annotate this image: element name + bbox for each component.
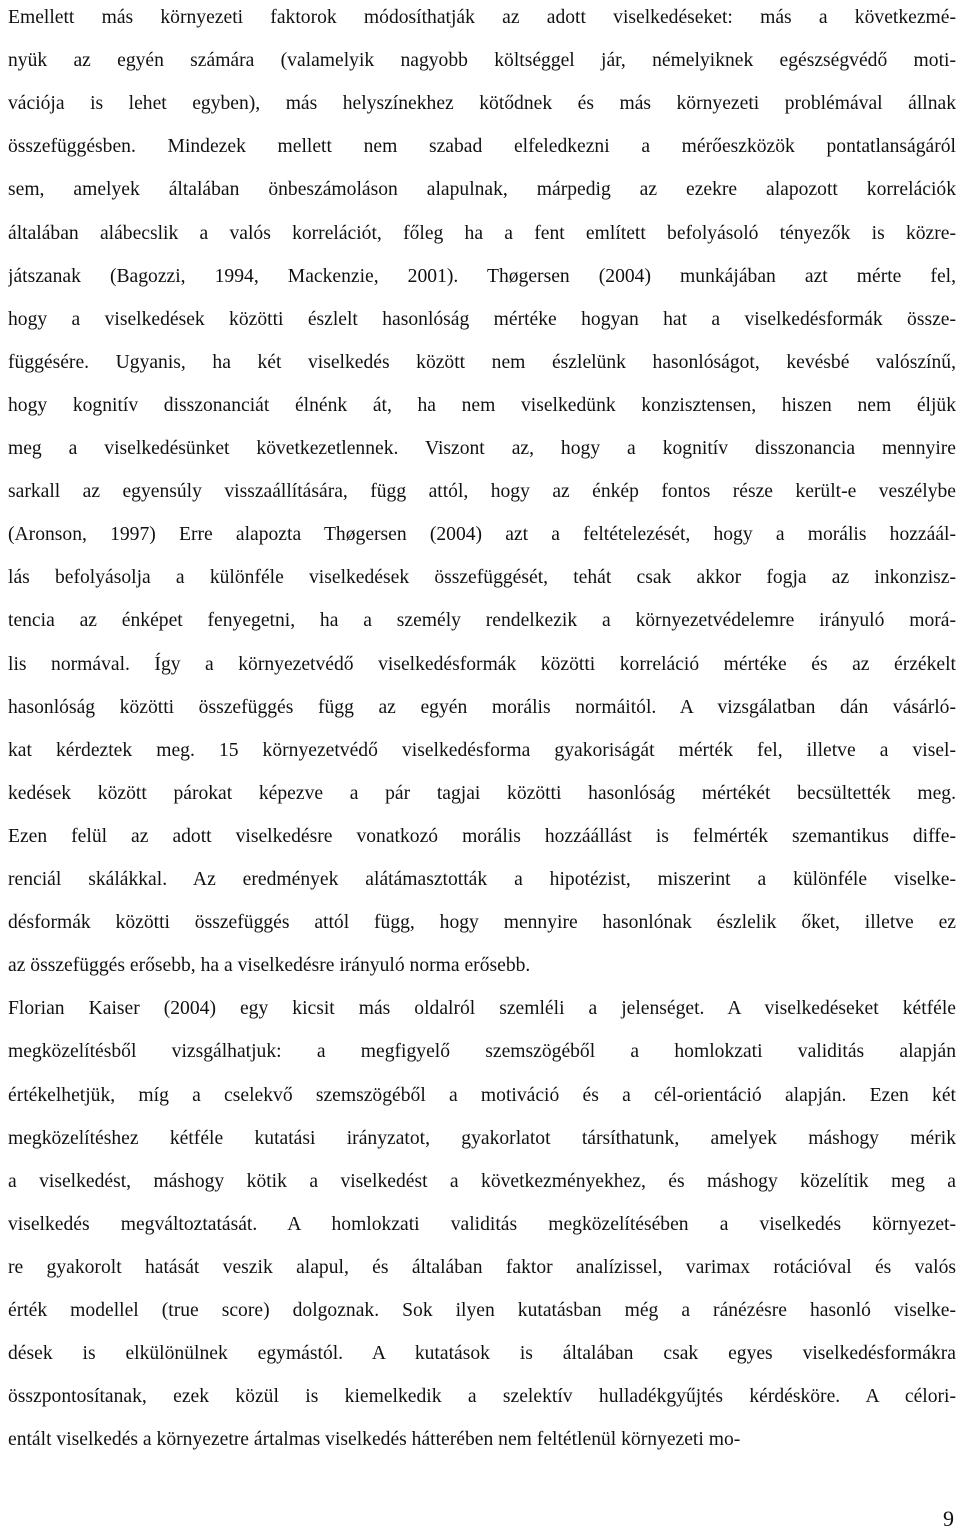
text-line: hasonlóság közötti összefüggés függ az egyén morális normáitól. A vizsgálatban dán vásárló- <box>8 696 956 718</box>
text-line: (Aronson, 1997) Erre alapozta Thøgersen (2004) azt a feltételezését, hogy a morális hozzáál- <box>8 524 956 546</box>
text-line: érték modellel (true score) dolgoznak. Sok ilyen kutatásban még a ránézésre hasonló viselke- <box>8 1300 956 1321</box>
text-line: sarkall az egyensúly visszaállítására, függ attól, hogy az énkép fontos része került-e veszélybe <box>8 481 956 503</box>
text-line: kat kérdeztek meg. 15 környezetvédő viselkedésforma gyakoriságát mérték fel, illetve a visel- <box>8 739 956 761</box>
text-line: általában alábecslik a valós korrelációt, főleg ha a fent említett befolyásoló tényezők is közre- <box>8 222 956 244</box>
text-line: entált viselkedés a környezetre ártalmas viselkedés hátterében nem feltétlenül környezeti mo- <box>8 1429 741 1451</box>
text-line: összefüggésben. Mindezek mellett nem szabad elfeledkezni a mérőeszközök pontatlanságáról <box>8 136 956 158</box>
text-line: lis normával. Így a környezetvédő viselkedésformák közötti korreláció mértéke és az érzékelt <box>8 653 956 675</box>
text-line: hogy kognitív disszonanciát élnénk át, ha nem viselkedünk konzisztensen, hiszen nem éljük <box>8 394 956 416</box>
text-line: désformák közötti összefüggés attól függ, hogy mennyire hasonlónak észlelik őket, illetve ez <box>8 912 956 934</box>
text-line: megközelítéshez kétféle kutatási irányzatot, gyakorlatot társíthatunk, amelyek máshogy mérik <box>8 1127 956 1149</box>
text-line: tencia az énképet fenyegetni, ha a személy rendelkezik a környezetvédelemre irányuló morá- <box>8 610 956 632</box>
text-line: dések is elkülönülnek egymástól. A kutatások is általában csak egyes viselkedésformákra <box>8 1343 956 1365</box>
text-line: re gyakorolt hatását veszik alapul, és általában faktor analízissel, varimax rotációval és valós <box>8 1256 956 1278</box>
text-line: értékelhetjük, míg a cselekvő szemszögéből a motiváció és a cél-orientáció alapján. Ezen két <box>8 1084 956 1106</box>
text-line: lás befolyásolja a különféle viselkedések összefüggését, tehát csak akkor fogja az inkonzisz- <box>8 567 956 589</box>
text-line: függésére. Ugyanis, ha két viselkedés között nem észlelünk hasonlóságot, kevésbé valószínű, <box>8 351 956 373</box>
text-line: meg a viselkedésünket következetlennek. Viszont az, hogy a kognitív disszonancia mennyire <box>8 438 956 459</box>
text-line: Ezen felül az adott viselkedésre vonatkozó morális hozzáállást is felmérték szemantikus diffe- <box>8 825 956 847</box>
text-line: renciál skálákkal. Az eredmények alátámasztották a hipotézist, miszerint a különféle viselke- <box>8 869 956 890</box>
text-line: nyük az egyén számára (valamelyik nagyobb költséggel jár, némelyiknek egészségvédő moti- <box>8 50 956 72</box>
text-line: játszanak (Bagozzi, 1994, Mackenzie, 2001). Thøgersen (2004) munkájában azt mérte fel, <box>8 265 956 287</box>
text-line: Florian Kaiser (2004) egy kicsit más oldalról szemléli a jelenséget. A viselkedéseket kétféle <box>8 998 956 1020</box>
text-line: megközelítésből vizsgálhatjuk: a megfigyelő szemszögéből a homlokzati validitás alapján <box>8 1041 956 1063</box>
text-line: hogy a viselkedések közötti észlelt hasonlóság mértéke hogyan hat a viselkedésformák össze- <box>8 308 956 330</box>
text-line: viselkedés megváltoztatását. A homlokzati validitás megközelítésében a viselkedés környezet- <box>8 1213 956 1235</box>
text-line: kedések között párokat képezve a pár tagjai közötti hasonlóság mértékét becsültették meg. <box>8 782 956 804</box>
page-number: 9 <box>943 1506 954 1531</box>
text-line: a viselkedést, máshogy kötik a viselkedést a következményekhez, és máshogy közelítik meg a <box>8 1170 956 1192</box>
text-line: összpontosítanak, ezek közül is kiemelkedik a szelektív hulladékgyűjtés kérdésköre. A célori- <box>8 1386 956 1408</box>
text-line: az összefüggés erősebb, ha a viselkedésre irányuló norma erősebb. <box>8 955 531 977</box>
text-line: vációja is lehet egyben), más helyszínekhez kötődnek és más környezeti problémával állnak <box>8 93 956 115</box>
text-line: Emellett más környezeti faktorok módosíthatják az adott viselkedéseket: más a következmé- <box>8 7 956 28</box>
text-line: sem, amelyek általában önbeszámoláson alapulnak, márpedig az ezekre alapozott korrelációk <box>8 179 956 201</box>
